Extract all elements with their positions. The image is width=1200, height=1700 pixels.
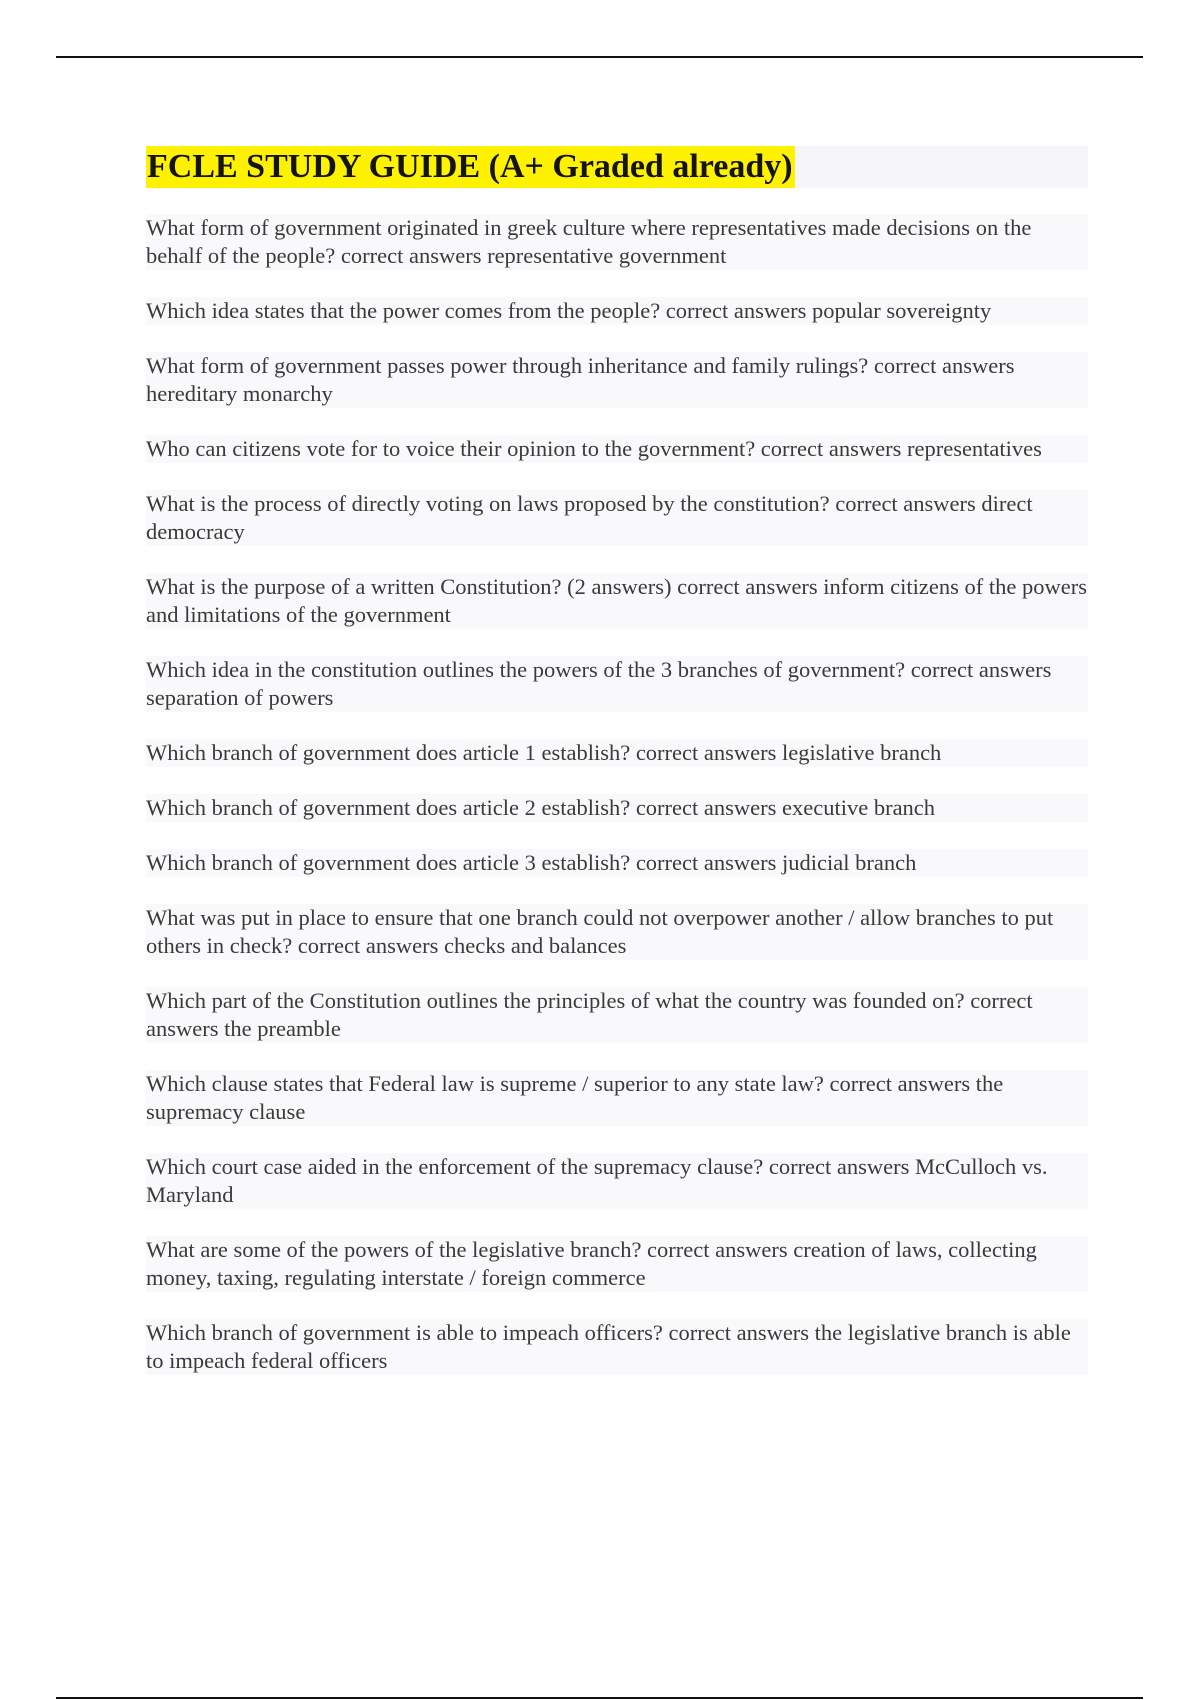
qa-item-14: Which court case aided in the enforcement of the supremacy clause? correct answers McCulloch vs. Maryland xyxy=(146,1153,1088,1209)
qa-item-1: What form of government originated in greek culture where representatives made decisions on the behalf of the people? correct answers representative government xyxy=(146,214,1088,270)
qa-item-8: Which branch of government does article 1 establish? correct answers legislative branch xyxy=(146,739,1088,767)
qa-item-11: What was put in place to ensure that one branch could not overpower another / allow branches to put others in check? correct answers checks and balances xyxy=(146,904,1088,960)
document-title: FCLE STUDY GUIDE (A+ Graded already) xyxy=(146,146,795,188)
qa-item-4: Who can citizens vote for to voice their opinion to the government? correct answers representatives xyxy=(146,435,1088,463)
qa-item-12: Which part of the Constitution outlines the principles of what the country was founded on? correct answers the preamble xyxy=(146,987,1088,1043)
qa-item-13: Which clause states that Federal law is supreme / superior to any state law? correct answers the supremacy clause xyxy=(146,1070,1088,1126)
qa-item-3: What form of government passes power through inheritance and family rulings? correct answers hereditary monarchy xyxy=(146,352,1088,408)
footer-rule xyxy=(56,1697,1143,1699)
qa-item-5: What is the process of directly voting on laws proposed by the constitution? correct answers direct democracy xyxy=(146,490,1088,546)
title-bar xyxy=(146,146,1088,188)
header-rule xyxy=(56,56,1143,58)
qa-item-9: Which branch of government does article 2 establish? correct answers executive branch xyxy=(146,794,1088,822)
qa-item-16: Which branch of government is able to impeach officers? correct answers the legislative branch is able to impeach federal officers xyxy=(146,1319,1088,1375)
qa-item-2: Which idea states that the power comes from the people? correct answers popular sovereignty xyxy=(146,297,1088,325)
document-body xyxy=(146,146,1088,1402)
qa-item-10: Which branch of government does article 3 establish? correct answers judicial branch xyxy=(146,849,1088,877)
qa-item-7: Which idea in the constitution outlines the powers of the 3 branches of government? correct answers separation of powers xyxy=(146,656,1088,712)
qa-item-15: What are some of the powers of the legislative branch? correct answers creation of laws, collecting money, taxing, regulating interstate / foreign commerce xyxy=(146,1236,1088,1292)
qa-item-6: What is the purpose of a written Constitution? (2 answers) correct answers inform citizens of the powers and limitations of the government xyxy=(146,574,1087,627)
qa-list xyxy=(146,214,1088,1375)
